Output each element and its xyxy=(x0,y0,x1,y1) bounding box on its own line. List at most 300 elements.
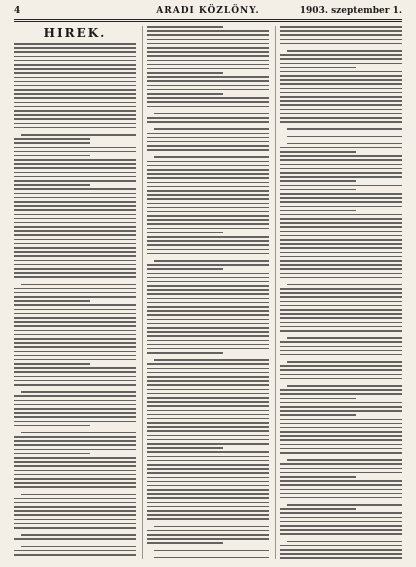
text-line xyxy=(280,39,402,41)
text-line xyxy=(14,416,136,418)
text-line xyxy=(280,508,356,510)
text-line xyxy=(280,414,356,416)
text-line xyxy=(280,521,402,523)
text-line xyxy=(14,421,136,423)
text-line xyxy=(147,538,269,540)
text-line xyxy=(280,247,402,249)
text-line xyxy=(280,268,402,270)
text-line xyxy=(14,127,136,129)
text-line xyxy=(14,538,136,540)
text-line xyxy=(280,189,356,191)
text-line xyxy=(14,474,136,476)
text-line xyxy=(147,376,269,378)
text-line xyxy=(147,489,269,491)
text-line xyxy=(280,476,356,478)
text-line xyxy=(147,26,223,28)
text-line xyxy=(147,506,269,508)
text-line xyxy=(280,378,402,380)
text-line xyxy=(280,185,402,187)
text-line xyxy=(147,219,269,221)
text-line xyxy=(280,235,402,237)
text-line xyxy=(287,136,402,138)
text-line xyxy=(14,359,136,361)
text-line xyxy=(280,43,402,45)
text-line xyxy=(147,186,269,188)
text-line xyxy=(147,293,269,295)
text-line xyxy=(14,380,136,382)
text-line xyxy=(154,260,269,262)
column-3-text xyxy=(280,26,402,561)
text-line xyxy=(280,296,402,298)
text-line xyxy=(280,309,402,311)
text-line xyxy=(14,68,136,70)
text-line xyxy=(147,121,269,123)
page-header xyxy=(14,6,402,20)
text-line xyxy=(14,527,136,529)
text-line xyxy=(280,472,402,474)
text-line xyxy=(147,141,269,143)
text-line xyxy=(147,372,269,374)
text-line xyxy=(14,498,136,500)
text-line xyxy=(147,510,269,512)
text-line xyxy=(14,201,136,203)
text-line xyxy=(14,436,136,438)
text-line xyxy=(21,284,136,286)
text-line xyxy=(147,43,269,45)
text-line xyxy=(147,443,269,445)
text-line xyxy=(14,321,136,323)
text-line xyxy=(280,480,402,482)
text-line xyxy=(14,85,136,87)
text-line xyxy=(280,448,402,450)
issue-date: 1903. szeptember 1. xyxy=(299,6,402,16)
text-line xyxy=(14,425,90,427)
text-line xyxy=(147,380,269,382)
text-line xyxy=(14,486,136,488)
text-line xyxy=(14,296,136,298)
text-line xyxy=(14,502,136,504)
text-line xyxy=(280,468,402,470)
text-line xyxy=(14,514,136,516)
text-line xyxy=(147,249,269,251)
text-line xyxy=(280,350,402,352)
text-line xyxy=(280,444,402,446)
text-line xyxy=(280,180,356,182)
text-line xyxy=(147,169,269,171)
text-line xyxy=(147,534,269,536)
text-line xyxy=(14,465,136,467)
text-line xyxy=(287,284,402,286)
text-line xyxy=(154,359,269,361)
text-line xyxy=(147,236,269,238)
text-line xyxy=(287,128,402,130)
text-line xyxy=(21,546,136,548)
text-line xyxy=(280,313,402,315)
text-line xyxy=(280,30,402,32)
text-line xyxy=(147,198,269,200)
text-line xyxy=(14,400,136,402)
text-line xyxy=(147,277,269,279)
text-line xyxy=(14,251,136,253)
text-line xyxy=(147,468,269,470)
text-line xyxy=(14,313,136,315)
text-line xyxy=(147,397,269,399)
text-line xyxy=(280,83,402,85)
text-line xyxy=(14,102,136,104)
text-line xyxy=(14,138,90,140)
text-line xyxy=(147,133,269,135)
text-line xyxy=(14,193,136,195)
text-line xyxy=(14,264,136,266)
text-line xyxy=(14,554,136,556)
text-line xyxy=(147,447,223,449)
text-line xyxy=(14,205,136,207)
text-line xyxy=(280,317,402,319)
text-line xyxy=(287,143,402,145)
text-line xyxy=(280,201,402,203)
text-line xyxy=(147,530,269,532)
text-line xyxy=(147,285,269,287)
text-line xyxy=(147,60,269,62)
text-line xyxy=(14,395,136,397)
text-line xyxy=(280,256,402,258)
text-line xyxy=(280,193,402,195)
text-line xyxy=(14,243,136,245)
text-line xyxy=(147,426,269,428)
text-line xyxy=(147,39,269,41)
text-line xyxy=(280,88,402,90)
text-line xyxy=(280,402,402,404)
text-line xyxy=(14,47,136,49)
text-line xyxy=(280,322,402,324)
text-line xyxy=(14,453,90,455)
text-line xyxy=(280,463,402,465)
text-line xyxy=(14,288,136,290)
text-line xyxy=(280,435,402,437)
column-2 xyxy=(147,26,269,561)
text-line xyxy=(147,456,269,458)
text-line xyxy=(14,404,136,406)
text-line xyxy=(14,43,136,45)
text-line xyxy=(147,93,223,95)
text-line xyxy=(14,461,136,463)
text-line xyxy=(147,289,269,291)
text-line xyxy=(280,164,402,166)
text-line xyxy=(14,234,136,236)
text-line xyxy=(147,435,269,437)
text-line xyxy=(14,64,136,66)
text-line xyxy=(14,118,136,120)
text-line xyxy=(147,460,269,462)
text-line xyxy=(147,439,269,441)
text-line xyxy=(287,337,402,339)
text-line xyxy=(147,331,269,333)
text-line xyxy=(14,470,136,472)
text-line xyxy=(147,485,269,487)
text-line xyxy=(14,155,90,157)
text-line xyxy=(147,363,269,365)
text-line xyxy=(280,484,402,486)
text-line xyxy=(21,494,136,496)
text-line xyxy=(280,243,402,245)
text-line xyxy=(280,346,402,348)
text-line xyxy=(14,367,136,369)
text-line xyxy=(147,298,269,300)
text-line xyxy=(147,314,269,316)
text-line xyxy=(14,114,136,116)
page-number: 4 xyxy=(14,6,21,16)
text-line xyxy=(14,93,136,95)
text-line xyxy=(14,292,136,294)
text-line xyxy=(280,222,402,224)
text-line xyxy=(280,533,402,535)
text-line xyxy=(14,214,136,216)
text-line xyxy=(14,218,136,220)
text-line xyxy=(14,142,90,144)
text-line xyxy=(147,80,269,82)
text-line xyxy=(14,255,136,257)
text-line xyxy=(280,176,402,178)
text-line xyxy=(14,355,136,357)
text-line xyxy=(280,67,356,69)
text-line xyxy=(14,123,136,125)
text-line xyxy=(287,459,402,461)
text-line xyxy=(280,374,402,376)
text-line xyxy=(280,168,402,170)
text-line xyxy=(14,440,136,442)
text-line xyxy=(14,172,136,174)
text-line xyxy=(280,197,402,199)
text-line xyxy=(280,517,402,519)
text-line xyxy=(14,247,136,249)
text-line xyxy=(147,240,269,242)
text-line xyxy=(14,338,136,340)
text-line xyxy=(280,389,402,391)
text-line xyxy=(147,203,269,205)
text-line xyxy=(280,452,402,454)
text-line xyxy=(147,89,269,91)
text-line xyxy=(147,348,269,350)
text-line xyxy=(147,194,269,196)
text-line xyxy=(147,51,269,53)
text-line xyxy=(280,545,402,547)
text-line xyxy=(14,412,136,414)
text-line xyxy=(280,92,402,94)
text-line xyxy=(14,304,136,306)
text-line xyxy=(14,384,136,386)
text-line xyxy=(147,244,269,246)
text-line xyxy=(280,34,402,36)
text-line xyxy=(147,47,269,49)
column-2-text xyxy=(147,26,269,561)
text-line xyxy=(14,272,136,274)
text-line xyxy=(147,149,269,151)
text-line xyxy=(147,268,223,270)
text-line xyxy=(147,414,269,416)
column-1 xyxy=(14,26,136,561)
text-line xyxy=(14,226,136,228)
text-line xyxy=(14,97,136,99)
text-line xyxy=(14,222,136,224)
text-line xyxy=(280,493,402,495)
text-line xyxy=(280,151,356,153)
text-line xyxy=(14,371,136,373)
text-line xyxy=(147,223,269,225)
text-line xyxy=(147,97,269,99)
text-line xyxy=(147,173,269,175)
text-line xyxy=(14,159,136,161)
text-line xyxy=(14,184,90,186)
text-line xyxy=(147,273,269,275)
text-line xyxy=(147,352,223,354)
text-line xyxy=(147,384,269,386)
text-line xyxy=(147,389,269,391)
text-line xyxy=(147,393,269,395)
text-line xyxy=(280,273,402,275)
text-line xyxy=(14,510,136,512)
text-line xyxy=(280,113,402,115)
text-line xyxy=(147,502,269,504)
text-line xyxy=(147,68,269,70)
text-line xyxy=(147,165,269,167)
text-line xyxy=(147,137,269,139)
text-line xyxy=(21,134,136,136)
text-line xyxy=(147,430,269,432)
text-line xyxy=(14,167,136,169)
text-line xyxy=(280,218,402,220)
text-line xyxy=(147,319,269,321)
text-line xyxy=(287,504,402,506)
text-line xyxy=(287,385,402,387)
text-line xyxy=(280,439,402,441)
text-line xyxy=(14,147,136,149)
text-line xyxy=(147,340,269,342)
text-line xyxy=(14,110,136,112)
text-line xyxy=(280,489,402,491)
header-rule-second xyxy=(14,21,402,22)
text-line xyxy=(14,180,136,182)
text-line xyxy=(147,497,269,499)
text-line xyxy=(14,376,136,378)
text-line xyxy=(154,557,269,559)
text-line xyxy=(280,553,402,555)
text-line xyxy=(280,121,402,123)
text-line xyxy=(147,145,269,147)
text-line xyxy=(21,432,136,434)
text-line xyxy=(147,106,269,108)
text-line xyxy=(280,497,402,499)
text-line xyxy=(14,163,136,165)
text-line xyxy=(280,427,402,429)
text-line xyxy=(280,100,402,102)
text-line xyxy=(280,512,402,514)
text-line xyxy=(147,207,269,209)
column-1-text xyxy=(14,43,136,556)
text-line xyxy=(280,117,402,119)
text-line xyxy=(147,306,269,308)
text-line xyxy=(280,398,356,400)
text-line xyxy=(280,330,402,332)
text-line xyxy=(14,351,136,353)
text-line xyxy=(147,228,269,230)
text-line xyxy=(147,410,269,412)
text-line xyxy=(280,365,402,367)
text-line xyxy=(147,72,223,74)
text-line xyxy=(14,444,136,446)
text-line xyxy=(147,418,269,420)
text-line xyxy=(280,252,402,254)
text-line xyxy=(14,457,136,459)
text-line xyxy=(14,325,136,327)
column-divider xyxy=(142,26,143,559)
text-line xyxy=(287,361,402,363)
text-line xyxy=(147,323,269,325)
text-line xyxy=(280,264,402,266)
text-line xyxy=(147,34,269,36)
text-line xyxy=(14,342,136,344)
text-line xyxy=(14,106,136,108)
text-line xyxy=(14,188,136,190)
text-line xyxy=(147,232,223,234)
column-3 xyxy=(280,26,402,561)
text-line xyxy=(147,335,269,337)
text-line xyxy=(14,89,136,91)
text-line xyxy=(280,71,402,73)
text-line xyxy=(147,253,269,255)
text-line xyxy=(280,75,402,77)
text-line xyxy=(147,344,269,346)
text-line xyxy=(280,79,402,81)
text-line xyxy=(14,334,136,336)
text-line xyxy=(280,419,402,421)
text-line xyxy=(147,55,269,57)
text-line xyxy=(147,422,269,424)
text-line xyxy=(147,514,269,516)
text-line xyxy=(280,305,402,307)
text-line xyxy=(280,104,402,106)
text-line xyxy=(280,301,402,303)
text-line xyxy=(287,541,402,543)
text-line xyxy=(147,161,269,163)
text-line xyxy=(280,529,402,531)
section-title: HIREK. xyxy=(43,26,107,40)
text-line xyxy=(280,54,402,56)
text-line xyxy=(147,481,269,483)
text-line xyxy=(147,64,269,66)
text-line xyxy=(14,197,136,199)
text-line xyxy=(280,410,402,412)
text-line xyxy=(14,317,136,319)
text-line xyxy=(280,214,402,216)
text-line xyxy=(14,81,136,83)
text-line xyxy=(147,211,269,213)
text-line xyxy=(147,215,269,217)
text-line xyxy=(147,85,269,87)
text-line xyxy=(14,550,136,552)
text-line xyxy=(147,101,269,103)
text-line xyxy=(14,449,136,451)
text-line xyxy=(147,493,269,495)
text-line xyxy=(147,281,269,283)
text-line xyxy=(147,30,269,32)
text-line xyxy=(147,177,269,179)
text-line xyxy=(154,113,269,115)
text-line xyxy=(154,156,269,158)
text-line xyxy=(14,478,136,480)
text-line xyxy=(280,63,402,65)
text-line xyxy=(154,550,269,552)
text-line xyxy=(280,231,402,233)
